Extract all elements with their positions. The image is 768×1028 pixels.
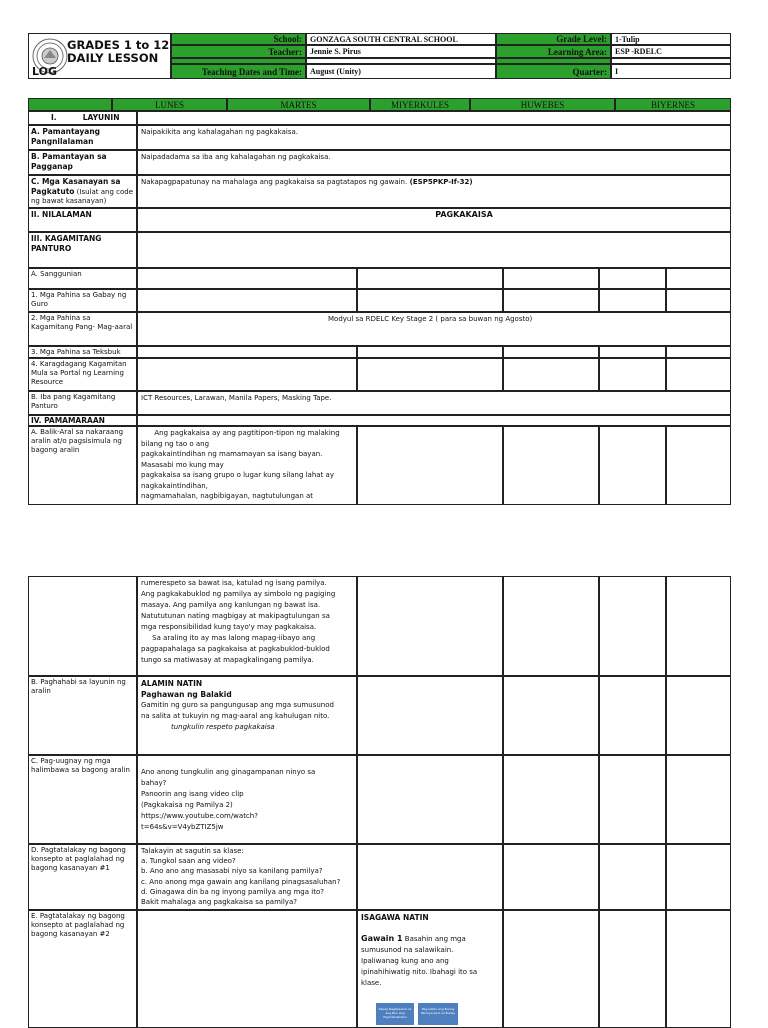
row-paghahabi-label bbox=[28, 676, 137, 755]
pagtatalakay1-cell-5 bbox=[666, 844, 731, 910]
school-value-cell bbox=[306, 33, 496, 45]
pagtatalakay1-cell-3 bbox=[503, 844, 599, 910]
paguugnay-line: https://www.youtube.com/watch? bbox=[141, 812, 258, 820]
grade-value: 1-Tulip bbox=[615, 35, 640, 44]
row-layunin-label bbox=[28, 111, 137, 125]
row-gabay-label bbox=[28, 289, 137, 312]
proverb-card-1 bbox=[376, 1003, 414, 1025]
paguugnay-cell-5 bbox=[666, 755, 731, 844]
gawain-line: klase. bbox=[361, 979, 382, 987]
pagtatalakay2-cell-1 bbox=[137, 910, 357, 1028]
pagtatalakay1-cell-4 bbox=[599, 844, 666, 910]
proverb-card-1-text: Kapag Nagkasama na ang Buo ang Pagmamahalan bbox=[378, 1007, 412, 1019]
pagtatalakay1-line: b. Ano ano ang masasabi niyo sa kanilang pamilya? bbox=[141, 867, 323, 876]
area-value: ESP -RDELC bbox=[615, 47, 662, 56]
cont-line: rumerespeto sa bawat isa, katulad ng isang pamilya. bbox=[141, 579, 327, 587]
row-balik-content bbox=[137, 426, 357, 505]
day-header-huwebes: HUWEBES bbox=[470, 98, 615, 111]
iba-label: B. Iba pang Kagamitang Panturo bbox=[31, 393, 116, 410]
row-pagtatalakay1-label bbox=[28, 844, 137, 910]
paghawan-line: Gamitin ng guro sa pangungusap ang mga sumusunod bbox=[141, 701, 334, 709]
kagamitang-text: Modyul sa RDELC Key Stage 2 ( para sa buwan ng Agosto) bbox=[328, 315, 533, 323]
paghahabi-cell-4 bbox=[599, 676, 666, 755]
pamamaraan-label: IV. PAMAMARAAN bbox=[31, 416, 105, 425]
quarter-value-cell bbox=[611, 64, 731, 79]
teacher-label-cell bbox=[171, 45, 306, 58]
pagtatalakay1-cell-2 bbox=[357, 844, 503, 910]
paguugnay-line: Ano anong tungkulin ang ginagampanan ninyo sa bbox=[141, 768, 316, 776]
balik-line: nagkakaintindihan, bbox=[141, 481, 208, 490]
layunin-label: I. LAYUNIN bbox=[51, 113, 120, 122]
row-kagamitang-content bbox=[137, 312, 731, 346]
balik-cell-5 bbox=[666, 426, 731, 505]
cont-cell-2 bbox=[357, 576, 503, 676]
row-sanggunian-label bbox=[28, 268, 137, 289]
pagtatalakay2-cell-3 bbox=[503, 910, 599, 1028]
pagtatalakay1-line: d. Ginagawa din ba ng inyong pamilya ang mga ito? bbox=[141, 887, 324, 896]
cont-cell-3 bbox=[503, 576, 599, 676]
paguugnay-cell-3 bbox=[503, 755, 599, 844]
karagdagang-cell-2 bbox=[357, 358, 503, 391]
sanggunian-cell-2 bbox=[357, 268, 503, 289]
balik-cell-4 bbox=[599, 426, 666, 505]
row-kagamitan-content bbox=[137, 232, 731, 268]
kasanayan-label-note: (Isulat ang code ng bawat kasanayan) bbox=[31, 188, 134, 205]
sanggunian-cell-5 bbox=[666, 268, 731, 289]
row-pagtatalakay1-content bbox=[137, 844, 357, 910]
balik-line: pagkakaintindihan ng mamamayan sa isang bayan. bbox=[141, 450, 323, 458]
area-value-cell bbox=[611, 45, 731, 58]
row-iba-content bbox=[137, 391, 731, 415]
pamantayang-label: A. Pamantayang Pangnilalaman bbox=[31, 127, 101, 146]
pagtatalakay1-line: Talakayin at sagutin sa klase: bbox=[141, 847, 244, 855]
paghahabi-label: B. Paghahabi sa layunin ng aralin bbox=[31, 678, 126, 695]
school-label-cell bbox=[171, 33, 306, 45]
row-pamamaraan-label bbox=[28, 415, 137, 426]
row-pamamaraan-content bbox=[137, 415, 731, 426]
pagtatalakay1-line: Bakit mahalaga ang pagkakaisa sa pamilya? bbox=[141, 898, 297, 907]
paguugnay-cell-4 bbox=[599, 755, 666, 844]
paghawan-heading: Paghawan ng Balakid bbox=[141, 690, 232, 699]
paghawan-line: na salita at tukuyin ng mag-aaral ang kahulugan nito. bbox=[141, 712, 330, 720]
row-nilalaman-content bbox=[137, 208, 731, 232]
pagtatalakay2-cell-4 bbox=[599, 910, 666, 1028]
kagamitang-label: 2. Mga Pahina sa Kagamitang Pang- Mag-aaral bbox=[31, 314, 133, 331]
row-nilalaman-label bbox=[28, 208, 137, 232]
day-header-biyernes: BIYERNES bbox=[615, 98, 731, 111]
header-title-line1: GRADES 1 to 12 bbox=[67, 38, 170, 52]
gabay-cell-1 bbox=[137, 289, 357, 312]
pamantayang-text: Naipakikita ang kahalagahan ng pagkakaisa. bbox=[141, 128, 298, 136]
row-pagganap-label bbox=[28, 150, 137, 175]
teacher-value: Jennie S. Pirus bbox=[310, 47, 361, 56]
row-layunin-content bbox=[137, 111, 731, 125]
teacher-value-cell bbox=[306, 45, 496, 58]
paguugnay-line: t=64s&v=V4ybZTIZ5jw bbox=[141, 823, 224, 831]
proverb-card-2 bbox=[418, 1003, 458, 1025]
karagdagang-label: 4. Karagdagang Kagamitan Mula sa Portal ng Learning Resource bbox=[31, 360, 127, 386]
proverb-card-2-text: Pag-isahin ang Buong Pamilya para sa Buhay bbox=[420, 1007, 456, 1015]
balik-line: pagkakaisa sa isang grupo o lugar kung silang lahat ay bbox=[141, 471, 334, 479]
row-iba-label bbox=[28, 391, 137, 415]
balik-label: A. Balik-Aral sa nakaraang aralin at/o pagsisimula ng bagong aralin bbox=[31, 428, 124, 454]
teksbuk-cell-2 bbox=[357, 346, 503, 358]
isagawa-heading: ISAGAWA NATIN bbox=[361, 913, 429, 922]
paguugnay-line: Panoorin ang isang video clip bbox=[141, 790, 244, 798]
row-balik-label bbox=[28, 426, 137, 505]
teksbuk-cell-5 bbox=[666, 346, 731, 358]
cont-line: mga responsibilidad kung tayo'y may pagkakaisa. bbox=[141, 623, 317, 631]
paguugnay-label: C. Pag-uugnay ng mga halimbawa sa bagong aralin bbox=[31, 757, 130, 774]
karagdagang-cell-3 bbox=[503, 358, 599, 391]
alamin-heading: ALAMIN NATIN bbox=[141, 679, 203, 688]
school-value: GONZAGA SOUTH CENTRAL SCHOOL bbox=[310, 35, 458, 44]
balik-cell-3 bbox=[503, 426, 599, 505]
sanggunian-label: A. Sanggunian bbox=[31, 270, 82, 278]
karagdagang-cell-4 bbox=[599, 358, 666, 391]
paghahabi-cell-3 bbox=[503, 676, 599, 755]
pagganap-text: Naipadadama sa iba ang kahalagahan ng pagkakaisa. bbox=[141, 153, 331, 161]
header-logo-box bbox=[28, 33, 171, 79]
grade-value-cell bbox=[611, 33, 731, 45]
paghahabi-cell-5 bbox=[666, 676, 731, 755]
balik-cell-2 bbox=[357, 426, 503, 505]
row-pamantayang-content bbox=[137, 125, 731, 150]
gawain-line: sumusunod na salawikain. bbox=[361, 946, 454, 954]
row-paghahabi-content bbox=[137, 676, 357, 755]
cont-cell-4 bbox=[599, 576, 666, 676]
pagtatalakay1-label: D. Pagtatalakay ng bagong konsepto at paglalahad ng bagong kasanayan #1 bbox=[31, 846, 126, 872]
row-kagamitang-label bbox=[28, 312, 137, 346]
quarter-label: Quarter: bbox=[572, 67, 607, 77]
gabay-cell-2 bbox=[357, 289, 503, 312]
grade-label-cell bbox=[496, 33, 611, 45]
teksbuk-cell-4 bbox=[599, 346, 666, 358]
day-header-lunes: LUNES bbox=[112, 98, 227, 111]
cont-line: Sa araling ito ay mas lalong mapag-iibayo ang bbox=[141, 634, 316, 642]
nilalaman-label: II. NILALAMAN bbox=[31, 210, 92, 219]
quarter-label-cell bbox=[496, 64, 611, 79]
balik-line: nagmamahalan, nagbibigayan, nagtutulungan at bbox=[141, 492, 314, 500]
paguugnay-line: bahay? bbox=[141, 779, 167, 787]
row-pagganap-content bbox=[137, 150, 731, 175]
balik-line: bilang ng tao o ang bbox=[141, 439, 210, 448]
kagamitan-label: III. KAGAMITANG PANTURO bbox=[31, 234, 102, 253]
row-pagtatalakay2-label bbox=[28, 910, 137, 1028]
row-cont-label bbox=[28, 576, 137, 676]
iba-text: ICT Resources, Larawan, Manila Papers, Masking Tape. bbox=[141, 394, 332, 402]
paghawan-words: tungkulin respeto pagkakaisa bbox=[171, 723, 275, 731]
pagtatalakay2-label: E. Pagtatalakay ng bagong konsepto at paglalahad ng bagong kasanayan #2 bbox=[31, 912, 125, 938]
dates-value-cell bbox=[306, 64, 496, 79]
cont-line: masaya. Ang pamilya ang kanlungan ng bawat isa. bbox=[141, 601, 321, 609]
pagtatalakay2-cell-5 bbox=[666, 910, 731, 1028]
dates-value: August (Unity) bbox=[310, 67, 361, 76]
karagdagang-cell-5 bbox=[666, 358, 731, 391]
gabay-cell-3 bbox=[503, 289, 599, 312]
pagtatalakay2-cell-2 bbox=[357, 910, 503, 1028]
day-header-martes: MARTES bbox=[227, 98, 370, 111]
teacher-label: Teacher: bbox=[268, 47, 302, 57]
gawain-line: Ipaliwanag kung ano ang bbox=[361, 957, 449, 965]
paghahabi-cell-2 bbox=[357, 676, 503, 755]
dates-label: Teaching Dates and Time: bbox=[201, 67, 302, 77]
karagdagang-cell-1 bbox=[137, 358, 357, 391]
gawain-text: Basahin ang mga bbox=[402, 935, 466, 943]
dates-label-cell bbox=[171, 64, 306, 79]
area-label-cell bbox=[496, 45, 611, 58]
row-kasanayan-content bbox=[137, 175, 731, 208]
nilalaman-text: PAGKAKAISA bbox=[435, 210, 493, 219]
row-pamantayang-label bbox=[28, 125, 137, 150]
row-kasanayan-label bbox=[28, 175, 137, 208]
spacer bbox=[361, 923, 499, 933]
teksbuk-cell-3 bbox=[503, 346, 599, 358]
row-cont-content bbox=[137, 576, 357, 676]
header-title-line2: DAILY LESSON bbox=[67, 51, 159, 65]
sanggunian-cell-3 bbox=[503, 268, 599, 289]
sanggunian-cell-4 bbox=[599, 268, 666, 289]
gabay-cell-4 bbox=[599, 289, 666, 312]
row-karagdagang-label bbox=[28, 358, 137, 391]
kasanayan-code: (ESP5PKP-If-32) bbox=[407, 178, 473, 186]
balik-line: Masasabi mo kung may bbox=[141, 460, 224, 469]
gawain-first-line bbox=[361, 933, 499, 945]
pagtatalakay1-line: a. Tungkol saan ang video? bbox=[141, 857, 236, 866]
header-title-line3: LOG bbox=[32, 65, 57, 78]
row-teksbuk-label bbox=[28, 346, 137, 358]
day-header-corner bbox=[28, 98, 112, 111]
teksbuk-label: 3. Mga Pahina sa Teksbuk bbox=[31, 348, 121, 356]
paguugnay-cell-2 bbox=[357, 755, 503, 844]
quarter-value: I bbox=[615, 67, 619, 76]
gawain-bold: Gawain 1 bbox=[361, 934, 403, 943]
gabay-label: 1. Mga Pahina sa Gabay ng Guro bbox=[31, 291, 127, 308]
gawain-line: ipinahihiwatig nito. Ibahagi ito sa bbox=[361, 968, 478, 976]
gabay-cell-5 bbox=[666, 289, 731, 312]
pagganap-label: B. Pamantayan sa Pagganap bbox=[31, 152, 107, 171]
area-label: Learning Area: bbox=[547, 47, 607, 57]
pagtatalakay1-line: c. Ano anong mga gawain ang kanilang pinagsasaluhan? bbox=[141, 877, 341, 886]
cont-cell-5 bbox=[666, 576, 731, 676]
kasanayan-text: Nakapagpapatunay na mahalaga ang pagkakaisa sa pagtatapos ng gawain. bbox=[141, 178, 408, 186]
row-paguugnay-label bbox=[28, 755, 137, 844]
balik-line: Ang pagkakaisa ay ang pagtitipon-tipon ng malaking bbox=[141, 429, 340, 437]
teksbuk-cell-1 bbox=[137, 346, 357, 358]
kasanayan-label-bold: C. Mga Kasanayan sa Pagkatuto bbox=[31, 177, 121, 196]
row-kagamitan-label bbox=[28, 232, 137, 268]
paguugnay-line: (Pagkakaisa ng Pamilya 2) bbox=[141, 801, 233, 809]
cont-line: Natututunan nating magbigay at makipagtulungan sa bbox=[141, 612, 330, 620]
cont-line: pagpapahalaga sa pagkakaisa at pagkabuklod-buklod bbox=[141, 645, 330, 653]
day-header-miyerkules: MIYERKULES bbox=[370, 98, 470, 111]
grade-label: Grade Level: bbox=[556, 34, 607, 44]
cont-line: tungo sa matiwasay at mapagkalingang pamilya. bbox=[141, 656, 314, 664]
school-label: School: bbox=[273, 34, 302, 44]
cont-line: Ang pagkakabuklod ng pamilya ay simbolo ng pagiging bbox=[141, 590, 336, 598]
sanggunian-cell-1 bbox=[137, 268, 357, 289]
row-paguugnay-content bbox=[137, 755, 357, 844]
